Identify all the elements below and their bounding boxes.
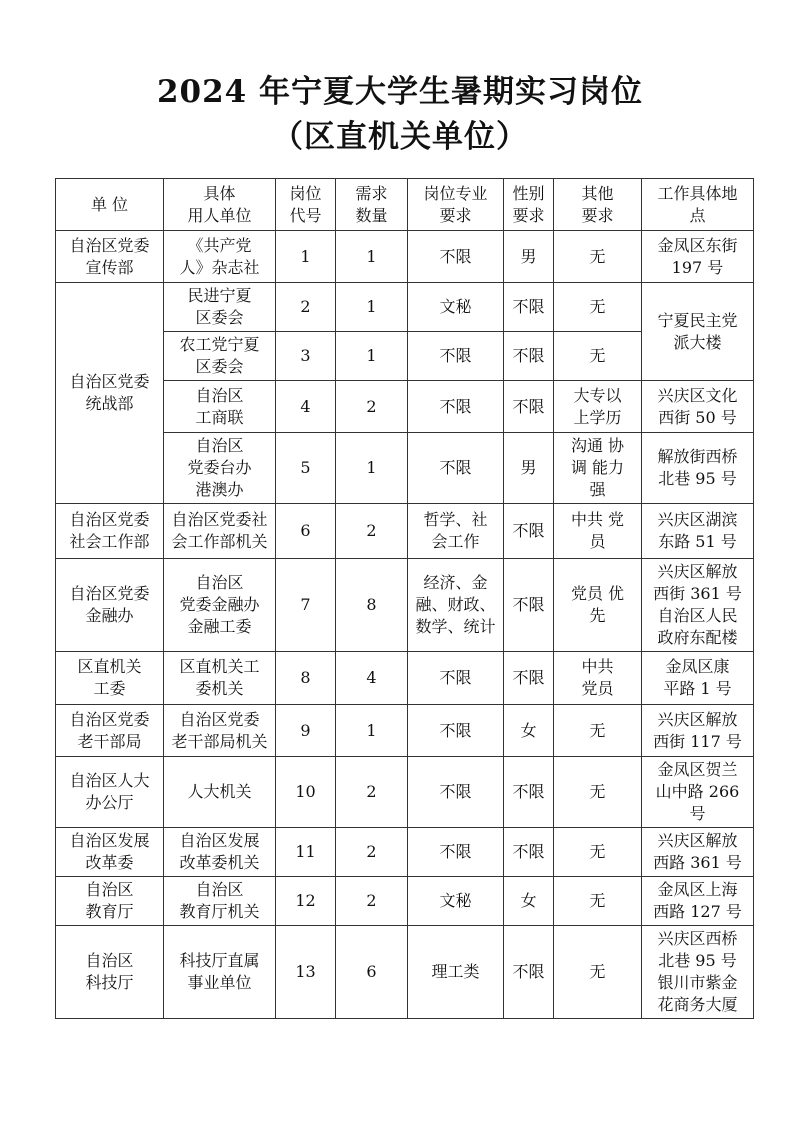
header-other: 其他 要求 [554, 179, 642, 231]
cell-dept: 自治区党委 老干部局 [56, 705, 164, 757]
cell-gender: 不限 [504, 926, 554, 1019]
cell-other: 中共 党 员 [554, 504, 642, 559]
table-row [56, 283, 754, 332]
cell-major: 不限 [408, 757, 504, 828]
cell-num: 2 [336, 504, 408, 559]
table-row [56, 877, 754, 926]
cell-address: 兴庆区解放 西街 361 号 自治区人民 政府东配楼 [642, 559, 754, 652]
cell-gender: 不限 [504, 559, 554, 652]
cell-num: 1 [336, 231, 408, 283]
cell-dept: 自治区党委 金融办 [56, 559, 164, 652]
cell-other: 沟通 协 调 能力 强 [554, 433, 642, 504]
table-row [56, 504, 754, 559]
header-num: 需求 数量 [336, 179, 408, 231]
cell-address: 兴庆区解放 西路 361 号 [642, 828, 754, 877]
cell-unit: 自治区党委社 会工作部机关 [164, 504, 276, 559]
cell-gender: 不限 [504, 381, 554, 433]
cell-address: 兴庆区西桥 北巷 95 号 银川市紫金 花商务大厦 [642, 926, 754, 1019]
cell-address: 金凤区康 平路 1 号 [642, 652, 754, 705]
cell-num: 1 [336, 705, 408, 757]
cell-code: 6 [276, 504, 336, 559]
table-row [56, 231, 754, 283]
cell-other: 无 [554, 283, 642, 332]
cell-unit: 自治区 工商联 [164, 381, 276, 433]
cell-gender: 不限 [504, 828, 554, 877]
cell-gender: 不限 [504, 504, 554, 559]
internship-positions-table [55, 178, 754, 1019]
cell-code: 1 [276, 231, 336, 283]
cell-major: 哲学、社 会工作 [408, 504, 504, 559]
header-dept: 单 位 [56, 179, 164, 231]
cell-num: 2 [336, 828, 408, 877]
cell-major: 不限 [408, 381, 504, 433]
cell-unit: 农工党宁夏 区委会 [164, 332, 276, 381]
cell-num: 1 [336, 283, 408, 332]
cell-other: 党员 优 先 [554, 559, 642, 652]
cell-code: 5 [276, 433, 336, 504]
header-gender: 性别 要求 [504, 179, 554, 231]
cell-unit: 自治区 教育厅机关 [164, 877, 276, 926]
header-unit: 具体 用人单位 [164, 179, 276, 231]
cell-other: 中共 党员 [554, 652, 642, 705]
cell-code: 12 [276, 877, 336, 926]
cell-other: 无 [554, 828, 642, 877]
cell-num: 6 [336, 926, 408, 1019]
cell-gender: 男 [504, 231, 554, 283]
cell-gender: 女 [504, 877, 554, 926]
cell-major: 文秘 [408, 283, 504, 332]
cell-other: 无 [554, 877, 642, 926]
cell-dept: 自治区 教育厅 [56, 877, 164, 926]
cell-address: 金凤区贺兰 山中路 266 号 [642, 757, 754, 828]
table-row [56, 757, 754, 828]
table-row [56, 652, 754, 705]
cell-address: 兴庆区湖滨 东路 51 号 [642, 504, 754, 559]
header-address: 工作具体地 点 [642, 179, 754, 231]
cell-dept: 自治区发展 改革委 [56, 828, 164, 877]
cell-other: 无 [554, 231, 642, 283]
cell-code: 4 [276, 381, 336, 433]
cell-code: 8 [276, 652, 336, 705]
cell-num: 2 [336, 877, 408, 926]
cell-unit: 自治区 党委金融办 金融工委 [164, 559, 276, 652]
cell-gender: 不限 [504, 283, 554, 332]
cell-code: 11 [276, 828, 336, 877]
cell-num: 1 [336, 332, 408, 381]
cell-major: 不限 [408, 332, 504, 381]
cell-major: 理工类 [408, 926, 504, 1019]
cell-major: 不限 [408, 433, 504, 504]
cell-code: 2 [276, 283, 336, 332]
cell-major: 文秘 [408, 877, 504, 926]
cell-major: 不限 [408, 231, 504, 283]
page-title-line2: （区直机关单位） [272, 119, 528, 155]
cell-address: 宁夏民主党 派大楼 [642, 283, 754, 381]
page-title-line1: 2024 年宁夏大学生暑期实习岗位 [156, 74, 644, 110]
cell-code: 13 [276, 926, 336, 1019]
table-row [56, 705, 754, 757]
cell-other: 无 [554, 705, 642, 757]
cell-num: 8 [336, 559, 408, 652]
cell-address: 兴庆区文化 西街 50 号 [642, 381, 754, 433]
cell-other: 无 [554, 332, 642, 381]
cell-gender: 男 [504, 433, 554, 504]
cell-code: 10 [276, 757, 336, 828]
cell-unit: 自治区 党委台办 港澳办 [164, 433, 276, 504]
cell-other: 大专以 上学历 [554, 381, 642, 433]
cell-num: 4 [336, 652, 408, 705]
cell-unit: 区直机关工 委机关 [164, 652, 276, 705]
cell-unit: 人大机关 [164, 757, 276, 828]
cell-major: 不限 [408, 652, 504, 705]
cell-address: 解放街西桥 北巷 95 号 [642, 433, 754, 504]
cell-gender: 不限 [504, 757, 554, 828]
cell-address: 金凤区东街 197 号 [642, 231, 754, 283]
cell-unit: 自治区发展 改革委机关 [164, 828, 276, 877]
cell-other: 无 [554, 926, 642, 1019]
cell-num: 2 [336, 381, 408, 433]
cell-unit: 民进宁夏 区委会 [164, 283, 276, 332]
cell-unit: 科技厅直属 事业单位 [164, 926, 276, 1019]
cell-major: 不限 [408, 828, 504, 877]
cell-unit: 自治区党委 老干部局机关 [164, 705, 276, 757]
table-row [56, 926, 754, 1019]
cell-code: 7 [276, 559, 336, 652]
cell-address: 兴庆区解放 西街 117 号 [642, 705, 754, 757]
table-header-row [56, 179, 754, 231]
cell-dept: 区直机关 工委 [56, 652, 164, 705]
cell-major: 不限 [408, 705, 504, 757]
cell-dept: 自治区 科技厅 [56, 926, 164, 1019]
header-code: 岗位 代号 [276, 179, 336, 231]
cell-code: 3 [276, 332, 336, 381]
table-row [56, 828, 754, 877]
cell-dept: 自治区人大 办公厅 [56, 757, 164, 828]
cell-num: 1 [336, 433, 408, 504]
cell-gender: 不限 [504, 652, 554, 705]
table-row [56, 559, 754, 652]
cell-dept: 自治区党委 社会工作部 [56, 504, 164, 559]
cell-unit: 《共产党 人》杂志社 [164, 231, 276, 283]
cell-code: 9 [276, 705, 336, 757]
header-major: 岗位专业 要求 [408, 179, 504, 231]
cell-major: 经济、金 融、财政、 数学、统计 [408, 559, 504, 652]
cell-address: 金凤区上海 西路 127 号 [642, 877, 754, 926]
cell-num: 2 [336, 757, 408, 828]
cell-dept: 自治区党委 宣传部 [56, 231, 164, 283]
cell-gender: 不限 [504, 332, 554, 381]
cell-dept: 自治区党委 统战部 [56, 283, 164, 504]
cell-gender: 女 [504, 705, 554, 757]
cell-other: 无 [554, 757, 642, 828]
